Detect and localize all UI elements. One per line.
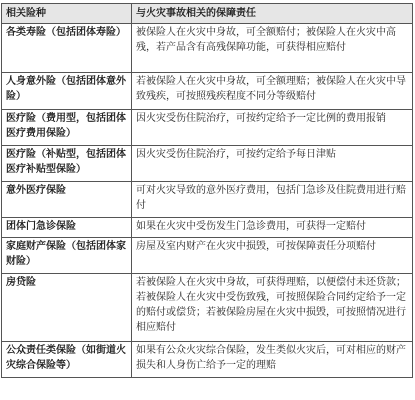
table-row bbox=[2, 73, 413, 110]
insurance-type-cell: 各类寿险（包括团体寿险） bbox=[2, 24, 132, 73]
table-row bbox=[2, 24, 413, 73]
insurance-type-cell: 家庭财产保险（包括团体家财险） bbox=[2, 238, 132, 274]
coverage-cell: 若被保险人在火灾中身故，可获得理赔，以便偿付未还贷款；若被保险人在火灾中受伤致残，可按照保险合同约定给予一定的赔付或偿贷；若被保险房屋在火灾中损毁，可按照情况进行相应赔付 bbox=[132, 274, 413, 342]
table-header-row bbox=[2, 4, 413, 24]
insurance-coverage-table bbox=[1, 3, 413, 378]
header-coverage: 与火灾事故相关的保障责任 bbox=[132, 4, 413, 24]
insurance-type-cell: 人身意外险（包括团体意外险） bbox=[2, 73, 132, 110]
coverage-cell: 因火灾受伤住院治疗，可按约定给予每日津贴 bbox=[132, 146, 413, 182]
table-row bbox=[2, 274, 413, 342]
table-row bbox=[2, 182, 413, 218]
insurance-type-cell: 医疗险（费用型，包括团体医疗费用保险） bbox=[2, 110, 132, 146]
coverage-cell: 如果有公众火灾综合保险，发生类似火灾后，可对相应的财产损失和人身伤亡给予一定的理赔 bbox=[132, 342, 413, 378]
header-insurance-type: 相关险种 bbox=[2, 4, 132, 24]
insurance-type-cell: 医疗险（补贴型，包括团体医疗补贴型保险） bbox=[2, 146, 132, 182]
coverage-cell: 因火灾受伤住院治疗，可按约定给予一定比例的费用报销 bbox=[132, 110, 413, 146]
table-row bbox=[2, 146, 413, 182]
insurance-type-cell: 房贷险 bbox=[2, 274, 132, 342]
table-row bbox=[2, 110, 413, 146]
table-row bbox=[2, 218, 413, 238]
insurance-type-cell: 意外医疗保险 bbox=[2, 182, 132, 218]
coverage-cell: 如果在火灾中受伤发生门急诊费用，可获得一定赔付 bbox=[132, 218, 413, 238]
table-row bbox=[2, 342, 413, 378]
coverage-cell: 被保险人在火灾中身故，可全额赔付；被保险人在火灾中高残，若产品含有高残保障功能，可获得相应赔付 bbox=[132, 24, 413, 73]
coverage-cell: 房屋及室内财产在火灾中损毁，可按保障责任分项赔付 bbox=[132, 238, 413, 274]
insurance-type-cell: 公众责任类保险（如街道火灾综合保险等） bbox=[2, 342, 132, 378]
coverage-cell: 可对火灾导致的意外医疗费用，包括门急诊及住院费用进行赔付 bbox=[132, 182, 413, 218]
insurance-type-cell: 团体门急诊保险 bbox=[2, 218, 132, 238]
coverage-cell: 若被保险人在火灾中身故，可全额理赔；被保险人在火灾中导致残疾，可按照残疾程度不同分等级赔付 bbox=[132, 73, 413, 110]
table-row bbox=[2, 238, 413, 274]
